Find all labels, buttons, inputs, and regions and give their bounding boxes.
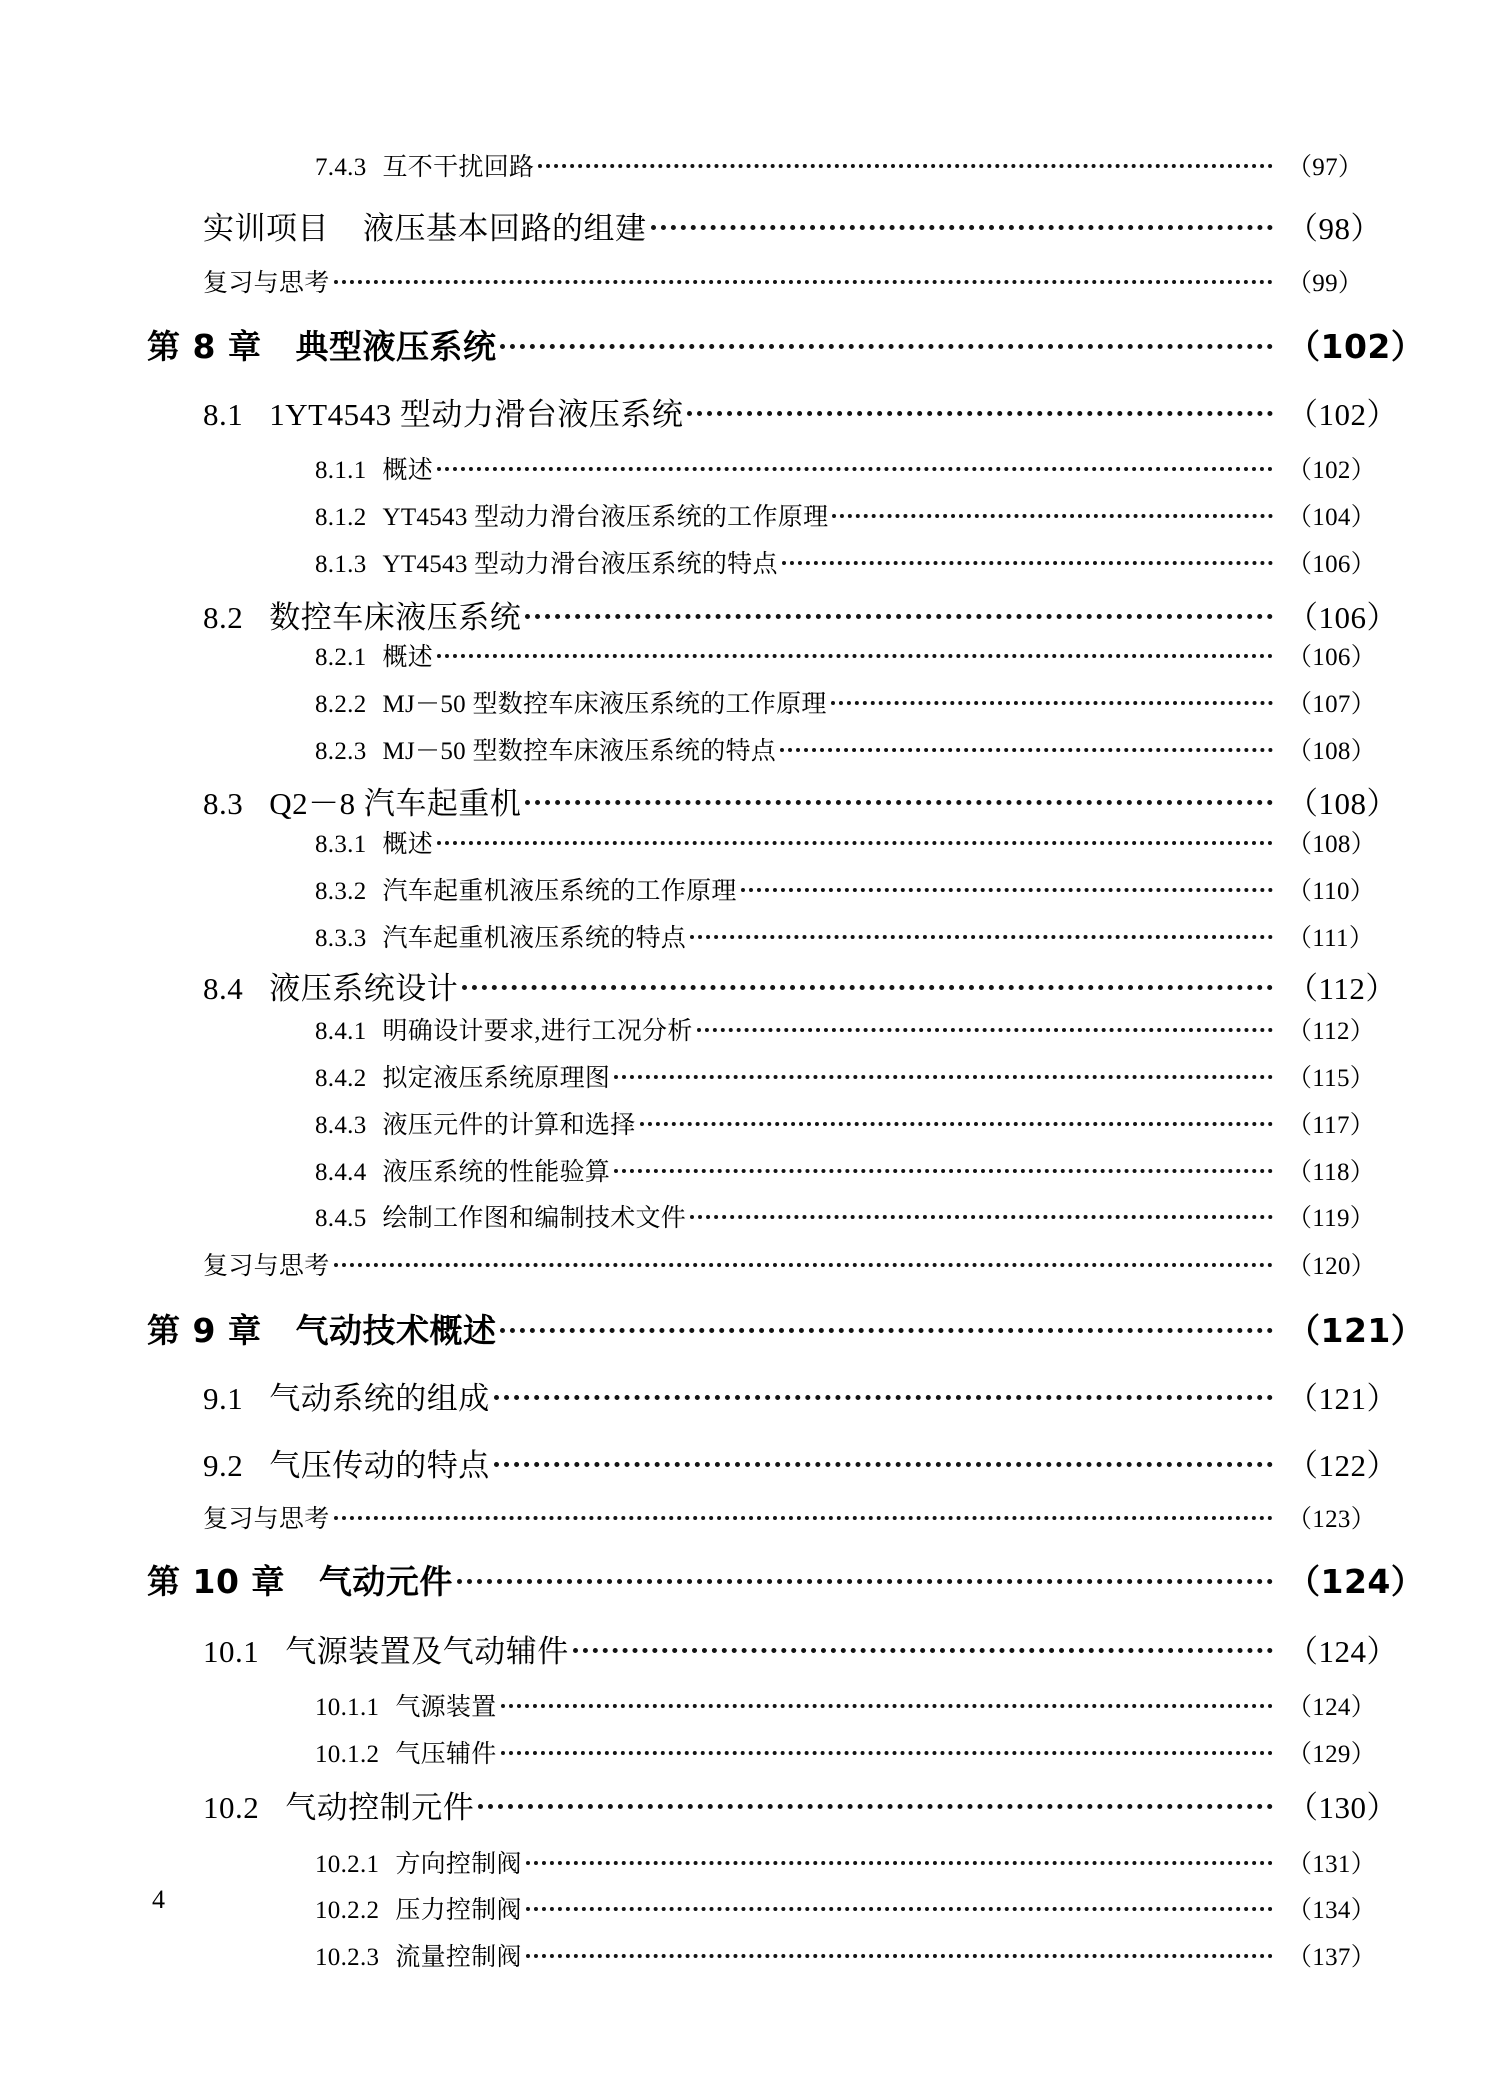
toc-entry-label bbox=[203, 1440, 490, 1485]
toc-entry[interactable] bbox=[0, 1937, 1503, 1973]
toc-entry-label bbox=[203, 1246, 330, 1282]
toc-entry[interactable] bbox=[0, 1058, 1503, 1094]
toc-entry-page-number: （102） bbox=[1287, 397, 1398, 432]
toc-entry-title: 液压系统设计 bbox=[269, 971, 459, 1006]
toc-entry-number: 复习与思考 bbox=[203, 270, 330, 297]
toc-entry-number: 8.2.1 bbox=[315, 644, 367, 671]
toc-entry-page-number: （121） bbox=[1287, 1311, 1425, 1350]
toc-entry-page-number: （108） bbox=[1287, 786, 1398, 821]
toc-entry-label bbox=[315, 147, 534, 183]
toc-entry-number: 复习与思考 bbox=[203, 1506, 330, 1533]
toc-dot-leader bbox=[501, 1690, 1273, 1715]
toc-entry-title: YT4543 型动力滑台液压系统的工作原理 bbox=[382, 504, 829, 531]
toc-dot-leader bbox=[832, 500, 1273, 525]
toc-dot-leader bbox=[690, 921, 1273, 946]
toc-entry[interactable] bbox=[0, 871, 1503, 907]
toc-entry-page-number: （137） bbox=[1287, 1944, 1377, 1971]
toc-dot-leader bbox=[526, 1847, 1273, 1872]
toc-entry-page-number: （112） bbox=[1287, 1018, 1376, 1045]
toc-entry[interactable] bbox=[0, 1152, 1503, 1188]
toc-entry-page-number: （97） bbox=[1287, 154, 1364, 181]
toc-entry-title: 概述 bbox=[382, 644, 434, 671]
toc-entry-number: 第 8 章 bbox=[147, 327, 262, 366]
toc-dot-leader bbox=[478, 1787, 1273, 1818]
toc-entry-page-number: （121） bbox=[1287, 1381, 1398, 1416]
toc-entry-page-number: （111） bbox=[1287, 925, 1375, 952]
toc-dot-leader bbox=[494, 1378, 1273, 1409]
toc-entry-label bbox=[315, 544, 778, 580]
toc-entry-label bbox=[203, 389, 683, 434]
toc-dot-leader bbox=[697, 1014, 1273, 1039]
toc-dot-leader bbox=[782, 547, 1273, 572]
toc-entry-number: 8.1.2 bbox=[315, 504, 367, 531]
toc-entry[interactable] bbox=[0, 1305, 1503, 1352]
toc-entry-title: 明确设计要求,进行工况分析 bbox=[382, 1018, 693, 1045]
toc-entry-title: 绘制工作图和编制技术文件 bbox=[382, 1205, 687, 1232]
toc-dot-leader bbox=[651, 208, 1274, 239]
toc-entry-page-number: （130） bbox=[1287, 1790, 1398, 1825]
toc-entry[interactable] bbox=[0, 1626, 1503, 1671]
toc-entry-number: 8.2 bbox=[203, 600, 244, 635]
toc-entry-number: 8.1 bbox=[203, 397, 244, 432]
toc-entry-number: 8.4.5 bbox=[315, 1205, 367, 1232]
toc-entry-number: 8.3.1 bbox=[315, 831, 367, 858]
toc-entry-label bbox=[315, 450, 433, 486]
toc-entry[interactable] bbox=[0, 1556, 1503, 1603]
toc-entry-number: 第 9 章 bbox=[147, 1311, 262, 1350]
toc-entry-number: 8.4.1 bbox=[315, 1018, 367, 1045]
toc-entry-label bbox=[203, 1373, 490, 1418]
toc-dot-leader bbox=[500, 1309, 1273, 1342]
toc-entry-label bbox=[315, 684, 827, 720]
toc-entry-title: 气动系统的组成 bbox=[269, 1381, 490, 1416]
toc-entry-number: 复习与思考 bbox=[203, 1253, 330, 1280]
toc-dot-leader bbox=[334, 1249, 1273, 1274]
toc-entry-number: 10.2.3 bbox=[315, 1944, 380, 1971]
toc-entry-page-number: （118） bbox=[1287, 1159, 1376, 1186]
toc-entry-page-number: （134） bbox=[1287, 1897, 1377, 1924]
toc-entry-number: 8.1.3 bbox=[315, 551, 367, 578]
toc-entry-title: 压力控制阀 bbox=[395, 1897, 522, 1924]
toc-entry-number: 8.4.4 bbox=[315, 1159, 367, 1186]
toc-dot-leader bbox=[334, 266, 1273, 291]
toc-entry-page-number: （115） bbox=[1287, 1065, 1376, 1092]
toc-entry-title: 气源装置 bbox=[395, 1694, 497, 1721]
toc-dot-leader bbox=[526, 1893, 1273, 1918]
toc-dot-leader bbox=[334, 1502, 1273, 1527]
toc-entry-number: 10.2.1 bbox=[315, 1851, 380, 1878]
toc-dot-leader bbox=[831, 687, 1273, 712]
toc-entry-page-number: （124） bbox=[1287, 1562, 1425, 1601]
toc-dot-leader bbox=[526, 1940, 1273, 1965]
toc-entry-label bbox=[315, 637, 433, 673]
toc-entry-label bbox=[203, 263, 330, 299]
toc-entry-page-number: （102） bbox=[1287, 457, 1377, 484]
toc-entry-label bbox=[315, 1734, 497, 1770]
toc-entry-page-number: （106） bbox=[1287, 644, 1377, 671]
toc-entry[interactable] bbox=[0, 1890, 1503, 1926]
toc-entry[interactable] bbox=[0, 963, 1503, 1008]
toc-dot-leader bbox=[690, 1201, 1273, 1226]
toc-entry-page-number: （104） bbox=[1287, 504, 1377, 531]
toc-entry-label bbox=[315, 1011, 693, 1047]
toc-entry[interactable] bbox=[0, 731, 1503, 767]
toc-entry-page-number: （99） bbox=[1287, 270, 1364, 297]
toc-entry-number: 10.1 bbox=[203, 1634, 260, 1669]
toc-entry-number: 8.4 bbox=[203, 971, 244, 1006]
toc-entry[interactable] bbox=[0, 1373, 1503, 1418]
toc-entry-page-number: （110） bbox=[1287, 878, 1376, 905]
toc-entry[interactable] bbox=[0, 1011, 1503, 1047]
toc-entry-title: 流量控制阀 bbox=[395, 1944, 522, 1971]
toc-entry-label bbox=[203, 778, 521, 823]
toc-entry-label bbox=[203, 1782, 474, 1827]
toc-entry[interactable] bbox=[0, 778, 1503, 823]
toc-entry-label bbox=[315, 918, 686, 954]
toc-entry[interactable] bbox=[0, 918, 1503, 954]
toc-dot-leader bbox=[640, 1108, 1273, 1133]
toc-entry[interactable] bbox=[0, 147, 1503, 183]
toc-entry-title: 气压传动的特点 bbox=[269, 1448, 490, 1483]
toc-entry-title: 方向控制阀 bbox=[395, 1851, 522, 1878]
toc-entry-page-number: （106） bbox=[1287, 551, 1377, 578]
toc-entry[interactable] bbox=[0, 1782, 1503, 1827]
toc-entry-label bbox=[315, 1844, 522, 1880]
toc-entry[interactable] bbox=[0, 1198, 1503, 1234]
toc-entry-number: 10.1.1 bbox=[315, 1694, 380, 1721]
toc-entry-page-number: （124） bbox=[1287, 1694, 1377, 1721]
toc-entry[interactable] bbox=[0, 497, 1503, 533]
toc-entry-number: 8.2.2 bbox=[315, 691, 367, 718]
toc-entry-title: 数控车床液压系统 bbox=[269, 600, 522, 635]
toc-entry-page-number: （108） bbox=[1287, 738, 1377, 765]
toc-entry-number: 8.1.1 bbox=[315, 457, 367, 484]
toc-entry-page-number: （112） bbox=[1287, 971, 1397, 1006]
toc-dot-leader bbox=[457, 1560, 1273, 1593]
toc-entry-title: 汽车起重机液压系统的特点 bbox=[382, 925, 687, 952]
toc-entry-title: 气压辅件 bbox=[395, 1741, 497, 1768]
toc-entry[interactable] bbox=[0, 544, 1503, 580]
toc-dot-leader bbox=[437, 827, 1273, 852]
toc-entry-number: 8.4.3 bbox=[315, 1112, 367, 1139]
toc-entry-label bbox=[315, 731, 776, 767]
toc-entry-title: 典型液压系统 bbox=[295, 327, 497, 366]
toc-entry-number: 8.2.3 bbox=[315, 738, 367, 765]
toc-entry-page-number: （106） bbox=[1287, 600, 1398, 635]
toc-entry-number: 第 10 章 bbox=[147, 1562, 285, 1601]
toc-dot-leader bbox=[525, 783, 1273, 814]
toc-entry-title: 拟定液压系统原理图 bbox=[382, 1065, 611, 1092]
toc-entry-title: 1YT4543 型动力滑台液压系统 bbox=[269, 397, 684, 432]
toc-entry[interactable] bbox=[0, 263, 1503, 299]
toc-entry-title: 概述 bbox=[382, 457, 434, 484]
toc-entry-label bbox=[147, 1556, 453, 1603]
toc-entry-title: YT4543 型动力滑台液压系统的特点 bbox=[382, 551, 778, 578]
toc-entry-label bbox=[315, 1937, 522, 1973]
toc-entry-title: MJ－50 型数控车床液压系统的工作原理 bbox=[382, 691, 827, 718]
toc-entry-number: 7.4.3 bbox=[315, 154, 367, 181]
toc-entry[interactable] bbox=[0, 1844, 1503, 1880]
toc-entry-page-number: （107） bbox=[1287, 691, 1377, 718]
toc-entry-title: 液压元件的计算和选择 bbox=[382, 1112, 636, 1139]
toc-dot-leader bbox=[614, 1061, 1273, 1086]
toc-entry-number: 8.4.2 bbox=[315, 1065, 367, 1092]
toc-entry-title: 气动控制元件 bbox=[285, 1790, 475, 1825]
toc-entry-title: MJ－50 型数控车床液压系统的特点 bbox=[382, 738, 777, 765]
toc-dot-leader bbox=[780, 734, 1273, 759]
toc-entry[interactable] bbox=[0, 1440, 1503, 1485]
toc-entry[interactable] bbox=[0, 1734, 1503, 1770]
toc-entry-number: 8.3.3 bbox=[315, 925, 367, 952]
toc-entry-page-number: （124） bbox=[1287, 1634, 1398, 1669]
toc-entry-label bbox=[203, 203, 647, 248]
toc-entry[interactable] bbox=[0, 321, 1503, 368]
toc-entry-number: 实训项目 bbox=[203, 211, 329, 246]
page-folio-number: 4 bbox=[152, 1885, 165, 1914]
toc-entry-label bbox=[315, 497, 828, 533]
toc-dot-leader bbox=[741, 874, 1273, 899]
toc-entry[interactable] bbox=[0, 684, 1503, 720]
toc-entry-number: 10.1.2 bbox=[315, 1741, 380, 1768]
toc-dot-leader bbox=[500, 325, 1273, 358]
toc-entry-label bbox=[203, 1626, 569, 1671]
toc-entry-number: 8.3.2 bbox=[315, 878, 367, 905]
toc-entry[interactable] bbox=[0, 450, 1503, 486]
toc-dot-leader bbox=[494, 1445, 1273, 1476]
toc-entry-title: 互不干扰回路 bbox=[382, 154, 535, 181]
toc-dot-leader bbox=[437, 453, 1273, 478]
toc-entry-label bbox=[315, 871, 737, 907]
toc-entry-label bbox=[147, 1305, 496, 1352]
toc-entry-title: 液压系统的性能验算 bbox=[382, 1159, 611, 1186]
toc-dot-leader bbox=[437, 640, 1273, 665]
toc-entry[interactable] bbox=[0, 592, 1503, 637]
toc-entry-label bbox=[315, 1058, 610, 1094]
toc-entry[interactable] bbox=[0, 1105, 1503, 1141]
toc-entry-label bbox=[147, 321, 496, 368]
toc-dot-leader bbox=[614, 1155, 1273, 1180]
toc-dot-leader bbox=[525, 597, 1273, 628]
toc-entry-page-number: （119） bbox=[1287, 1205, 1376, 1232]
toc-entry-title: 汽车起重机液压系统的工作原理 bbox=[382, 878, 737, 905]
toc-entry-label bbox=[315, 1890, 522, 1926]
toc-entry[interactable] bbox=[0, 637, 1503, 673]
toc-entry[interactable] bbox=[0, 1499, 1503, 1535]
toc-entry-page-number: （131） bbox=[1287, 1851, 1377, 1878]
toc-entry-page-number: （123） bbox=[1287, 1506, 1377, 1533]
toc-dot-leader bbox=[538, 150, 1273, 175]
toc-entry-number: 10.2.2 bbox=[315, 1897, 380, 1924]
toc-entry-page-number: （108） bbox=[1287, 831, 1377, 858]
toc-dot-leader bbox=[687, 394, 1273, 425]
toc-entry-number: 9.1 bbox=[203, 1381, 244, 1416]
toc-entry-title: Q2－8 汽车起重机 bbox=[269, 786, 522, 821]
toc-dot-leader bbox=[573, 1631, 1273, 1662]
toc-entry-label bbox=[203, 592, 521, 637]
toc-entry-label bbox=[203, 963, 458, 1008]
toc-dot-leader bbox=[501, 1737, 1273, 1762]
toc-entry-page-number: （98） bbox=[1287, 211, 1382, 246]
toc-entry[interactable] bbox=[0, 203, 1503, 248]
toc-entry-label bbox=[315, 1198, 686, 1234]
toc-entry-number: 10.2 bbox=[203, 1790, 260, 1825]
toc-entry-title: 气源装置及气动辅件 bbox=[285, 1634, 569, 1669]
toc-entry-page-number: （120） bbox=[1287, 1253, 1377, 1280]
toc-entry-label bbox=[315, 1152, 610, 1188]
toc-entry-label bbox=[203, 1499, 330, 1535]
toc-entry-title: 气动技术概述 bbox=[295, 1311, 497, 1350]
toc-entry-title: 液压基本回路的组建 bbox=[363, 211, 647, 246]
toc-entry-title: 概述 bbox=[382, 831, 434, 858]
toc-entry[interactable] bbox=[0, 824, 1503, 860]
toc-entry-label bbox=[315, 824, 433, 860]
toc-entry-label bbox=[315, 1105, 636, 1141]
toc-entry-page-number: （129） bbox=[1287, 1741, 1377, 1768]
toc-entry[interactable] bbox=[0, 1246, 1503, 1282]
toc-entry-page-number: （102） bbox=[1287, 327, 1425, 366]
toc-entry-number: 8.3 bbox=[203, 786, 244, 821]
toc-entry[interactable] bbox=[0, 1687, 1503, 1723]
toc-entry-page-number: （117） bbox=[1287, 1112, 1376, 1139]
toc-dot-leader bbox=[462, 968, 1273, 999]
toc-entry-title: 气动元件 bbox=[318, 1562, 453, 1601]
toc-entry[interactable] bbox=[0, 389, 1503, 434]
toc-entry-number: 9.2 bbox=[203, 1448, 244, 1483]
toc-entry-page-number: （122） bbox=[1287, 1448, 1398, 1483]
toc-entry-label bbox=[315, 1687, 497, 1723]
